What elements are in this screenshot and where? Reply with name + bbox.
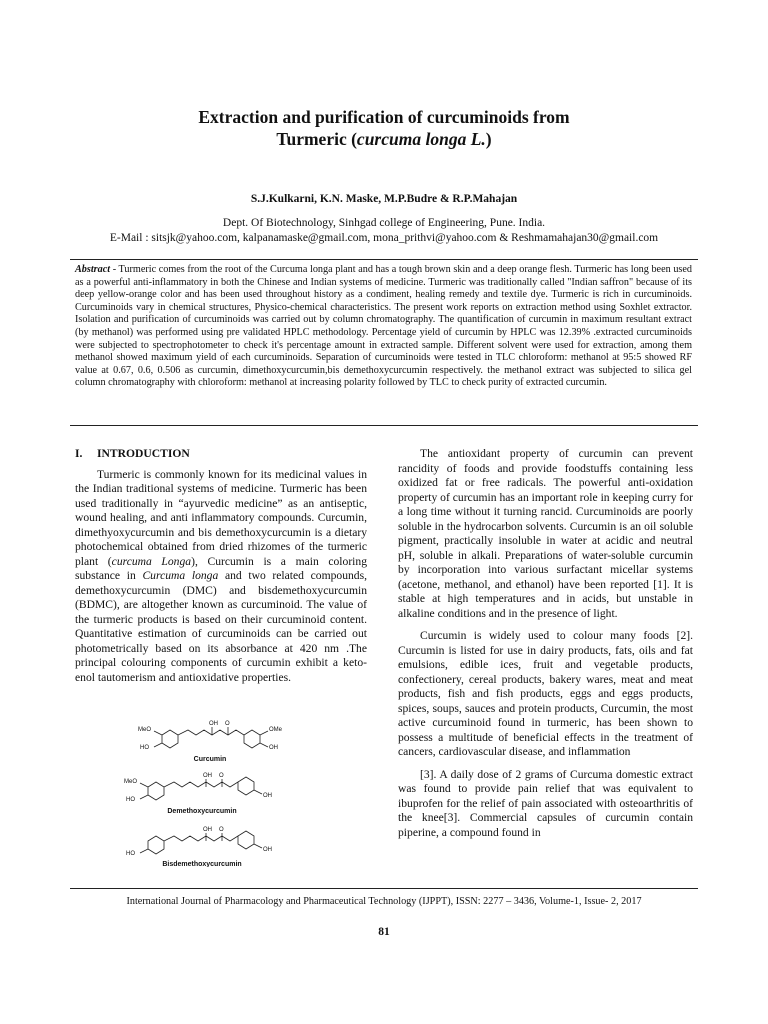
dmc-o-label: O [219, 773, 224, 779]
dmc-oh-right-label: OH [263, 793, 272, 799]
demethoxycurcumin-caption: Demethoxycurcumin [167, 808, 237, 815]
authors: S.J.Kulkarni, K.N. Maske, M.P.Budre & R.P.Mahajan [250, 193, 518, 205]
intro-text-c: and two related compounds, demethoxycurcumin (DMC) and bisdemethoxycurcumin (BDMC), are altogether known as curcuminoid. The value of the turmeric products is based on their curcuminoid content. Quantitative estimation of curcuminoids can be carried out photometrically based on its absorbance at 420 nm .The principal colouring components of curcumin exhibit a keto-enol tautomerism and antioxidative properties. [75, 569, 367, 684]
bdmc-ho-label: HO [126, 851, 135, 857]
bdmc-oh-right-label: OH [263, 847, 272, 853]
right-paragraph-1: The antioxidant property of curcumin can prevent rancidity of foods and provide foodstuffs containing less oxidized fat or free radicals. The powerful anti-oxidation property of curcumin has an important role in keeping curry for a long time without it turning rancid. Curcuminoids are poorly soluble in the hydrocarbon solvents. Curcumin is an oil soluble pigment, practically insoluble in water at acidic and neutral pH, soluble in alkali. Preparations of water-soluble curcumin by incorporation into various surfactant micellar systems (acetone, methanol, and ethanol) have been reported [1]. It is stable at high temperatures and in acids, but unstable in alkaline conditions and in the presence of light. [398, 447, 693, 620]
email-line: E-Mail : sitsjk@yahoo.com, kalpanamaske@gmail.com, mona_prithvi@yahoo.com & Reshmamahajan30@gmail.com [109, 231, 659, 244]
title-suffix: ) [485, 129, 492, 149]
abstract-bottom-rule [70, 425, 698, 426]
abstract-top-rule [70, 259, 698, 260]
section-title: INTRODUCTION [97, 447, 190, 460]
abstract-text: - Turmeric comes from the root of the Curcuma longa plant and has a tough brown skin and a deep orange flesh. Turmeric has long been used as a powerful anti-inflammatory in both the Chinese and Indian systems of medicine. Turmeric was traditionally called "Indian saffron" because of its deep yellow-orange color and has been used throughout history as a condiment, healing remedy and textile dye. Turmeric is rich in curcuminoids. Curcuminoids vary in chemical structures, Physico-chemical characteristics. The present work reports on extraction method using Soxhlet extractor. Isolation and purification of curcuminoids was carried out by column chromatography. The quantification of curcumin in maximum resultant extract (by methanol) was performed using pre validated HPLC methodology. Percentage yield of curcumin by HPLC was 12.39% .extracted curcuminoids were subjected to spectrophotometer to check it's percentage amount in extracted sample. Different solvent were used for extraction, among them methanol showed maximum yield of each curcuminoids. Separation of curcuminoids were tested in TLC chloroform: methanol at 95:5 showed RF value at 0.67, 0.6, 0.506 as curcumin, dimethoxycurcumin,bis demethoxycurcumin respectively. the methanol extract was subjected to silica gel column chromatography with chloroform: methanol at increasing polarity followed by TLC to check purity of extracted curcumin. [75, 264, 692, 389]
dmc-ho-label: HO [126, 797, 135, 803]
dmc-meo-label: MeO [124, 779, 138, 785]
curcumin-ome-label: OMe [269, 727, 283, 733]
section-heading [75, 447, 367, 462]
intro-italic-2: Curcuma longa [142, 569, 219, 582]
affiliation-block [0, 216, 768, 245]
right-paragraph-2: Curcumin is widely used to colour many foods [2]. Curcumin is listed for use in dairy products, fats, oils and fat emulsions, edible ices, fruit and vegetable products, confectionery, cereal products, bakery wares, meat and meat products, fish and fish products, eggs and eggs products, spices, soups, sauces and protein products, Curcumin, the most active curcuminoid found in turmeric, has been shown to possess a multitude of beneficial effects in the treatment of cancers, cardiovascular disease, and inflammation [398, 629, 693, 758]
abstract [75, 264, 692, 390]
curcumin-caption: Curcumin [193, 756, 227, 763]
title-prefix: Turmeric ( [276, 129, 357, 149]
section-number: I. [75, 447, 83, 460]
page-number: 81 [378, 926, 390, 938]
curcumin-oh-right-label: OH [269, 745, 278, 751]
intro-text-b: ), Curcumin is a main coloring substance in [75, 554, 368, 582]
bisdemethoxycurcumin-caption: Bisdemethoxycurcumin [162, 861, 242, 867]
curcuminoid-structures-figure [118, 717, 318, 867]
affiliation: Dept. Of Biotechnology, Sinhgad college of Engineering, Pune. India. [222, 217, 546, 229]
right-column [398, 447, 693, 840]
bdmc-o-label: O [219, 827, 224, 833]
footer-rule [70, 888, 698, 889]
intro-paragraph [75, 468, 367, 686]
curcumin-ho-left-label: HO [140, 745, 149, 751]
journal-footer: International Journal of Pharmacology and Pharmaceutical Technology (IJPPT), ISSN: 2277 – 3436, Volume-1, Issue- 2, 2017 [126, 896, 642, 907]
title-line-2 [0, 128, 768, 150]
paper-title [0, 106, 768, 150]
title-species: curcuma longa L. [356, 129, 486, 149]
abstract-label: Abstract [75, 264, 111, 275]
curcumin-o-label: O [225, 721, 230, 727]
left-column [75, 447, 367, 685]
curcumin-oh-label: OH [209, 721, 218, 727]
intro-text-a: Turmeric is commonly known for its medicinal values in the Indian traditional systems of medicine. Turmeric has been used traditionally in “ayurvedic medicine” as an antiseptic, wound healing, and anti inflammatory compounds. Curcumin, dimethyoxycurcumin and bis demethoxycurcumin is a dietary photochemical obtained from dried rhizomes of the turmeric plant ( [75, 467, 367, 568]
intro-italic-1: curcuma Longa [111, 554, 192, 568]
right-paragraph-3: [3]. A daily dose of 2 grams of Curcuma domestic extract was found to provide pain relief that was equivalent to ibuprofen for the relief of pain associated with osteoarthritis of the knee[3]. Commercial capsules of curcumin contain piperine, a compound found in [398, 767, 693, 839]
curcumin-meo-label: MeO [138, 727, 152, 733]
title-line-1: Extraction and purification of curcuminoids from [198, 107, 570, 127]
bdmc-oh-label: OH [203, 827, 212, 833]
dmc-oh-label: OH [203, 773, 212, 779]
